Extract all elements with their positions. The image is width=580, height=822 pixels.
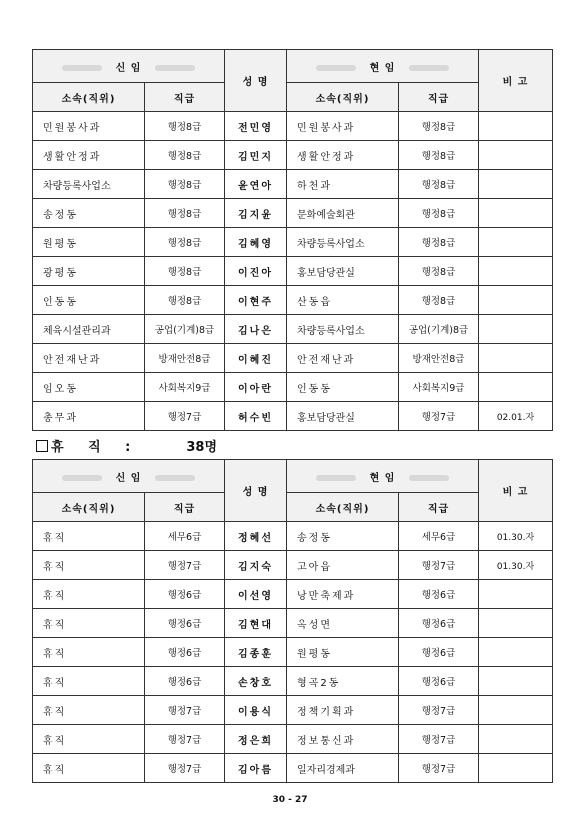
- current-dept-cell: 하천과: [287, 170, 399, 199]
- name-cell: 이진아: [225, 257, 287, 286]
- new-grade-cell: 행정8급: [145, 170, 225, 199]
- name-cell: 정혜선: [225, 522, 287, 551]
- current-grade-cell: 방재안전8급: [399, 344, 479, 373]
- current-grade-cell: 행정8급: [399, 170, 479, 199]
- new-dept-cell: 민원봉사과: [33, 112, 145, 141]
- section-label: 휴 직 :: [51, 440, 141, 455]
- name-cell: 김지숙: [225, 551, 287, 580]
- current-grade-cell: 행정7급: [399, 754, 479, 783]
- name-cell: 이용식: [225, 696, 287, 725]
- current-grade-cell: 행정8급: [399, 141, 479, 170]
- new-dept-cell: 송정동: [33, 199, 145, 228]
- new-dept-cell: 휴직: [33, 609, 145, 638]
- current-grade-cell: 행정7급: [399, 696, 479, 725]
- header-dept: 소속(직위): [33, 83, 145, 112]
- new-dept-cell: 차량등록사업소: [33, 170, 145, 199]
- new-dept-cell: 휴직: [33, 580, 145, 609]
- note-cell: [479, 112, 553, 141]
- current-grade-cell: 행정8급: [399, 112, 479, 141]
- note-cell: [479, 257, 553, 286]
- header-name: 성 명: [225, 50, 287, 112]
- header-new-position: 신 임: [33, 460, 225, 493]
- table-row: [33, 522, 553, 551]
- note-cell: [479, 170, 553, 199]
- table-row: [33, 315, 553, 344]
- current-grade-cell: 행정6급: [399, 638, 479, 667]
- table-row: [33, 373, 553, 402]
- current-dept-cell: 차량등록사업소: [287, 228, 399, 257]
- current-dept-cell: 정보통신과: [287, 725, 399, 754]
- table-row: [33, 170, 553, 199]
- table-row: [33, 696, 553, 725]
- current-grade-cell: 행정6급: [399, 667, 479, 696]
- name-cell: 김나은: [225, 315, 287, 344]
- current-dept-cell: 차량등록사업소: [287, 315, 399, 344]
- name-cell: 김민지: [225, 141, 287, 170]
- new-dept-cell: 휴직: [33, 696, 145, 725]
- current-grade-cell: 행정6급: [399, 609, 479, 638]
- new-grade-cell: 행정6급: [145, 580, 225, 609]
- table-row: [33, 402, 553, 431]
- current-dept-cell: 산동읍: [287, 286, 399, 315]
- current-dept-cell: 홍보담당관실: [287, 257, 399, 286]
- note-cell: [479, 725, 553, 754]
- header-current-position: 현 임: [287, 460, 479, 493]
- header-dept: 소속(직위): [287, 83, 399, 112]
- new-dept-cell: 안전재난과: [33, 344, 145, 373]
- name-cell: 김종훈: [225, 638, 287, 667]
- current-grade-cell: 행정6급: [399, 580, 479, 609]
- header-new-position: 신 임: [33, 50, 225, 83]
- note-cell: [479, 638, 553, 667]
- note-cell: [479, 286, 553, 315]
- personnel-table-transfer: [32, 49, 553, 431]
- header-note: 비 고: [479, 50, 553, 112]
- name-cell: 정은희: [225, 725, 287, 754]
- new-grade-cell: 행정8급: [145, 112, 225, 141]
- name-cell: 이혜진: [225, 344, 287, 373]
- new-grade-cell: 행정7급: [145, 754, 225, 783]
- name-cell: 이아란: [225, 373, 287, 402]
- note-cell: 01.30.자: [479, 551, 553, 580]
- page-number: 30 - 27: [272, 795, 308, 805]
- new-dept-cell: 임오동: [33, 373, 145, 402]
- current-dept-cell: 정책기획과: [287, 696, 399, 725]
- new-grade-cell: 행정7급: [145, 402, 225, 431]
- name-cell: 이선영: [225, 580, 287, 609]
- new-dept-cell: 총무과: [33, 402, 145, 431]
- current-grade-cell: 사회복지9급: [399, 373, 479, 402]
- new-grade-cell: 사회복지9급: [145, 373, 225, 402]
- current-dept-cell: 안전재난과: [287, 344, 399, 373]
- header-name: 성 명: [225, 460, 287, 522]
- note-cell: [479, 754, 553, 783]
- note-cell: [479, 580, 553, 609]
- new-grade-cell: 행정6급: [145, 667, 225, 696]
- current-dept-cell: 문화예술회관: [287, 199, 399, 228]
- note-cell: 02.01.자: [479, 402, 553, 431]
- current-dept-cell: 민원봉사과: [287, 112, 399, 141]
- note-cell: [479, 141, 553, 170]
- current-grade-cell: 행정7급: [399, 402, 479, 431]
- section-count: 38명: [186, 440, 218, 455]
- header-dept: 소속(직위): [33, 493, 145, 522]
- table-row: [33, 609, 553, 638]
- new-dept-cell: 휴직: [33, 638, 145, 667]
- current-dept-cell: 송정동: [287, 522, 399, 551]
- note-cell: [479, 344, 553, 373]
- name-cell: 김혜영: [225, 228, 287, 257]
- personnel-table-leave: [32, 459, 553, 783]
- current-dept-cell: 옥성면: [287, 609, 399, 638]
- table-row: [33, 551, 553, 580]
- note-cell: [479, 609, 553, 638]
- table-row: [33, 228, 553, 257]
- table-row: [33, 580, 553, 609]
- new-dept-cell: 체육시설관리과: [33, 315, 145, 344]
- current-grade-cell: 공업(기계)8급: [399, 315, 479, 344]
- current-dept-cell: 일자리경제과: [287, 754, 399, 783]
- current-grade-cell: 행정7급: [399, 725, 479, 754]
- new-grade-cell: 행정7급: [145, 696, 225, 725]
- new-grade-cell: 행정6급: [145, 609, 225, 638]
- table-row: [33, 725, 553, 754]
- name-cell: 김현대: [225, 609, 287, 638]
- name-cell: 허수빈: [225, 402, 287, 431]
- new-dept-cell: 생활안정과: [33, 141, 145, 170]
- table-body: [33, 522, 553, 783]
- new-dept-cell: 원평동: [33, 228, 145, 257]
- header-grade: 직급: [145, 493, 225, 522]
- name-cell: 김지윤: [225, 199, 287, 228]
- new-grade-cell: 행정7급: [145, 725, 225, 754]
- name-cell: 이현주: [225, 286, 287, 315]
- new-grade-cell: 행정8급: [145, 286, 225, 315]
- section-title-leave: [36, 436, 217, 455]
- new-grade-cell: 행정8급: [145, 228, 225, 257]
- note-cell: [479, 315, 553, 344]
- table-row: [33, 344, 553, 373]
- header-grade: 직급: [399, 493, 479, 522]
- note-cell: [479, 696, 553, 725]
- current-dept-cell: 인동동: [287, 373, 399, 402]
- new-dept-cell: 휴직: [33, 754, 145, 783]
- new-grade-cell: 행정8급: [145, 141, 225, 170]
- name-cell: 전민영: [225, 112, 287, 141]
- table-row: [33, 667, 553, 696]
- new-grade-cell: 행정7급: [145, 551, 225, 580]
- current-grade-cell: 세무6급: [399, 522, 479, 551]
- new-grade-cell: 행정8급: [145, 257, 225, 286]
- current-dept-cell: 형곡2동: [287, 667, 399, 696]
- current-grade-cell: 행정8급: [399, 286, 479, 315]
- note-cell: [479, 373, 553, 402]
- table-row: [33, 199, 553, 228]
- header-grade: 직급: [399, 83, 479, 112]
- current-dept-cell: 원평동: [287, 638, 399, 667]
- table-row: [33, 286, 553, 315]
- current-dept-cell: 낭만축제과: [287, 580, 399, 609]
- current-grade-cell: 행정8급: [399, 228, 479, 257]
- header-note: 비 고: [479, 460, 553, 522]
- name-cell: 김아름: [225, 754, 287, 783]
- new-grade-cell: 행정8급: [145, 199, 225, 228]
- new-dept-cell: 휴직: [33, 522, 145, 551]
- new-dept-cell: 광평동: [33, 257, 145, 286]
- table-row: [33, 754, 553, 783]
- new-dept-cell: 휴직: [33, 725, 145, 754]
- current-dept-cell: 생활안정과: [287, 141, 399, 170]
- header-dept: 소속(직위): [287, 493, 399, 522]
- table-row: [33, 112, 553, 141]
- name-cell: 윤연아: [225, 170, 287, 199]
- current-grade-cell: 행정8급: [399, 257, 479, 286]
- header-grade: 직급: [145, 83, 225, 112]
- table-row: [33, 141, 553, 170]
- note-cell: [479, 667, 553, 696]
- table-body: [33, 112, 553, 431]
- new-grade-cell: 세무6급: [145, 522, 225, 551]
- note-cell: [479, 199, 553, 228]
- new-grade-cell: 공업(기계)8급: [145, 315, 225, 344]
- current-grade-cell: 행정8급: [399, 199, 479, 228]
- note-cell: 01.30.자: [479, 522, 553, 551]
- new-grade-cell: 행정6급: [145, 638, 225, 667]
- current-dept-cell: 고아읍: [287, 551, 399, 580]
- table-row: [33, 257, 553, 286]
- new-dept-cell: 휴직: [33, 667, 145, 696]
- current-grade-cell: 행정7급: [399, 551, 479, 580]
- table-row: [33, 638, 553, 667]
- new-dept-cell: 인동동: [33, 286, 145, 315]
- new-dept-cell: 휴직: [33, 551, 145, 580]
- note-cell: [479, 228, 553, 257]
- checkbox-square-icon: [36, 440, 48, 452]
- header-current-position: 현 임: [287, 50, 479, 83]
- name-cell: 손창호: [225, 667, 287, 696]
- current-dept-cell: 홍보담당관실: [287, 402, 399, 431]
- new-grade-cell: 방재안전8급: [145, 344, 225, 373]
